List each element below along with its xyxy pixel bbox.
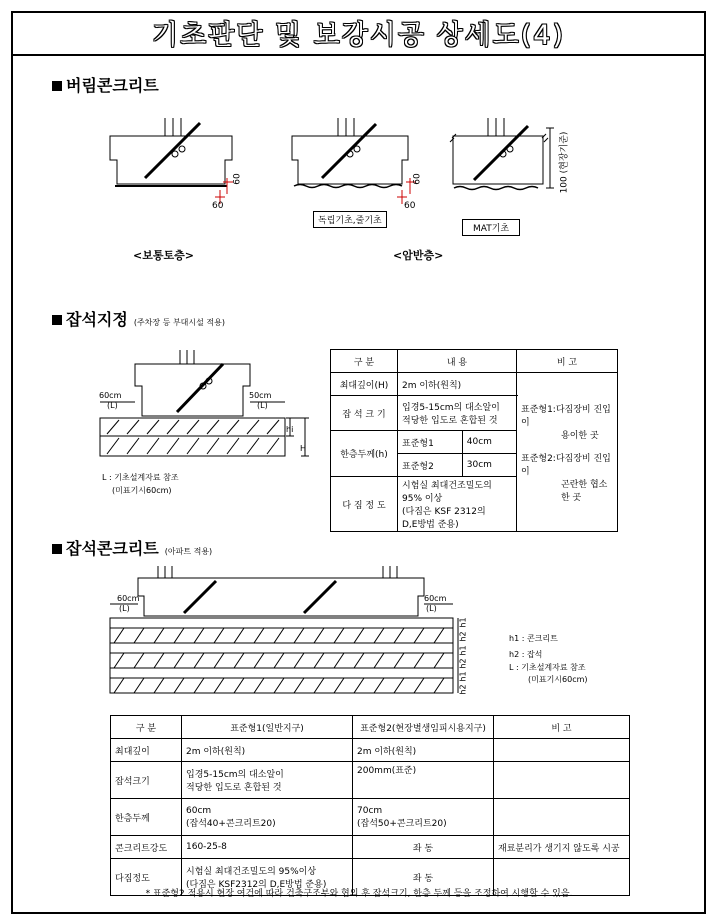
title-box <box>11 11 706 56</box>
section3-heading-text: 잡석콘크리트 <box>66 539 159 558</box>
section2-note: (주차장 등 부대시설 적용) <box>133 318 225 327</box>
dim3-left-60cm: 60cm <box>117 594 140 603</box>
footnote: * 표준형2 적용시 현장 여건에 따라 건축구조부와 협의 후 잡석크기, 한층 두께 등을 조정하여 시행할 수 있음. <box>145 889 573 899</box>
layer3-c2-line2: (잡석50+콘크리트20) <box>357 818 447 829</box>
row-max-depth-c1: 2m 이하(원칙) <box>182 739 353 762</box>
gravel-foundation-diagram <box>95 350 320 460</box>
dim3-right-L: (L) <box>426 604 437 613</box>
gravel-spec-table <box>330 349 618 532</box>
layer-label-6: h2 <box>458 684 468 695</box>
footing-diagram-mat <box>448 118 558 208</box>
th3-category: 구 분 <box>111 716 182 739</box>
cell-stone-size-value <box>398 396 517 431</box>
row-compaction-c2: 좌 동 <box>353 859 494 896</box>
type2-value: 30cm <box>462 454 516 477</box>
dim3-left-L: (L) <box>119 604 130 613</box>
th3-type2: 표준형2(현장별생임피시용지구) <box>353 716 494 739</box>
th-content: 내 용 <box>398 350 517 373</box>
dim-H: H <box>300 444 307 453</box>
row-layer-c2 <box>353 799 494 836</box>
th3-type1: 표준형1(일반지구) <box>182 716 353 739</box>
compaction-line2: 95% 이상 <box>402 494 443 504</box>
bullet-square-icon <box>52 81 62 91</box>
row-stone-size-c3 <box>494 762 630 799</box>
dim-hi: hi <box>286 425 294 434</box>
dim-left-L: (L) <box>107 401 118 410</box>
dim-right-L: (L) <box>257 401 268 410</box>
layer-label-5: h1 <box>458 671 468 682</box>
legend-L: L : 기초설계자료 참조 <box>102 473 179 482</box>
row-strength-c1: 160-25-8 <box>182 836 353 859</box>
dim-60-vertical-2: 60 <box>412 173 423 185</box>
section2-heading-text: 잡석지정 <box>66 310 128 329</box>
type2-label: 표준형2 <box>398 454 462 477</box>
cell-remarks <box>517 373 618 532</box>
section1-heading-text: 버림콘크리트 <box>66 76 159 95</box>
dim-60-horizontal-2: 60 <box>404 201 416 211</box>
dim-60-horizontal: 60 <box>212 201 224 211</box>
dim-60-vertical: 60 <box>232 173 243 185</box>
cell-max-depth-value: 2m 이하(원칙) <box>398 373 517 396</box>
remark-1-line1: 표준형1:다짐장비 진입이 <box>521 404 611 428</box>
label-mat-footing: MAT기초 <box>462 219 520 236</box>
compaction3-line2: (다짐은 KSF2312의 D,E방법 준용) <box>186 880 327 890</box>
bullet-square-icon <box>52 544 62 554</box>
legend3-default: (미표기시60cm) <box>528 675 588 684</box>
row-max-depth-c2: 2m 이하(원칙) <box>353 739 494 762</box>
cell-max-depth-label: 최대깊이(H) <box>331 373 398 396</box>
row-strength-label: 콘크리트강도 <box>111 836 182 859</box>
row-stone-size-c2: 200mm(표준) <box>353 762 494 799</box>
layer-label-1: h1 <box>458 617 468 628</box>
page-title: 기초판단 및 보강시공 상세도(4) <box>152 20 565 51</box>
th3-remarks: 비 고 <box>494 716 630 739</box>
rubble-spec-table <box>110 715 630 896</box>
legend3-h2: h2 : 잡석 <box>509 650 543 659</box>
layer-label-4: h2 <box>458 658 468 669</box>
th-category: 구 분 <box>331 350 398 373</box>
section2-heading <box>52 307 225 330</box>
type1-label: 표준형1 <box>398 431 462 454</box>
label-independent-footing: 독립기초,줄기초 <box>313 211 387 228</box>
th-remarks: 비 고 <box>517 350 618 373</box>
row-compaction-label: 다짐정도 <box>111 859 182 896</box>
type1-value: 40cm <box>462 431 516 454</box>
layer3-c1-line1: 60cm <box>186 805 212 816</box>
legend3-L: L : 기초설계자료 참조 <box>509 663 586 672</box>
stone-size-line1: 입경5-15cm의 대소알이 <box>402 403 500 413</box>
remark-2-line2: 곤란한 협소한 곳 <box>561 479 608 503</box>
dim3-right-60cm: 60cm <box>424 594 447 603</box>
compaction3-line1: 시험실 최대건조밀도의 95%이상 <box>186 867 317 877</box>
cell-stone-size-label: 잡 석 크 기 <box>331 396 398 431</box>
cell-layer-values <box>398 431 517 477</box>
footing-diagram-rock-independent <box>290 118 420 208</box>
compaction-line4: D,E방법 준용) <box>402 520 459 530</box>
row-stone-size-label: 잡석크기 <box>111 762 182 799</box>
compaction-line1: 시험실 최대건조밀도의 <box>402 481 492 491</box>
remark-1-line2: 용이한 곳 <box>561 430 599 441</box>
legend-default: (미표기시60cm) <box>112 486 172 495</box>
layer3-c1-line2: (잡석40+콘크리트20) <box>186 818 276 829</box>
layer3-c2-line1: 70cm <box>357 805 383 816</box>
row-max-depth-label: 최대깊이 <box>111 739 182 762</box>
legend3-h1: h1 : 콘크리트 <box>509 634 558 643</box>
stone-size-line2: 적당한 입도로 혼합된 것 <box>402 416 498 426</box>
section1-heading <box>52 73 159 96</box>
layer-label-2: h2 <box>458 631 468 642</box>
cell-layer-label: 한층두께(h) <box>331 431 398 477</box>
bullet-square-icon <box>52 315 62 325</box>
caption-rock-layer: <암반층> <box>393 249 444 262</box>
cell-compaction-label: 다 짐 정 도 <box>331 477 398 532</box>
dim-left-60cm: 60cm <box>99 391 122 400</box>
cell-compaction-value <box>398 477 517 532</box>
stone3-line1: 입경5-15cm의 대소알이 <box>186 770 284 780</box>
row-stone-size-c1 <box>182 762 353 799</box>
dim-100-vertical: 100 (현장기준) <box>559 131 570 194</box>
caption-normal-soil: <보통토층> <box>133 249 194 262</box>
row-layer-c3 <box>494 799 630 836</box>
row-strength-c2: 좌 동 <box>353 836 494 859</box>
row-strength-c3: 재료분리가 생기지 않도록 시공 <box>494 836 630 859</box>
stone3-line2: 적당한 입도로 혼합된 것 <box>186 783 282 793</box>
row-max-depth-c3 <box>494 739 630 762</box>
footing-diagram-normal <box>105 118 245 213</box>
row-layer-c1 <box>182 799 353 836</box>
dim-right-50cm: 50cm <box>249 391 272 400</box>
row-layer-label: 한층두께 <box>111 799 182 836</box>
remark-2-line1: 표준형2:다짐장비 진입이 <box>521 453 611 477</box>
section3-note: (아파트 적용) <box>164 547 213 556</box>
compaction-line3: (다짐은 KSF 2312의 <box>402 507 486 517</box>
rubble-concrete-diagram <box>108 566 473 696</box>
layer-label-3: h1 <box>458 645 468 656</box>
section3-heading <box>52 536 212 559</box>
